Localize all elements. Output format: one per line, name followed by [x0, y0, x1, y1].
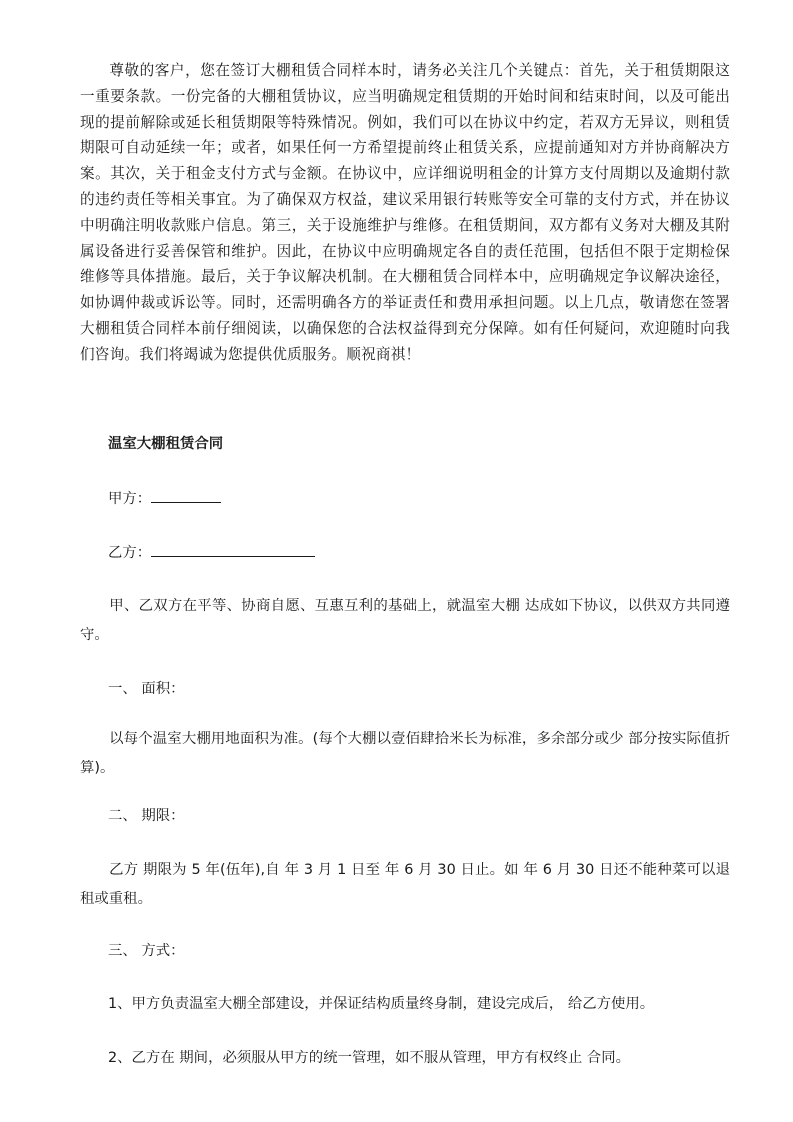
party-b-blank [151, 542, 315, 557]
section-heading-area: 一、 面积： [108, 681, 185, 697]
party-a-label: 甲方： [108, 491, 152, 507]
party-b-label: 乙方： [108, 545, 152, 561]
intro-text: 尊敬的客户，您在签订大棚租赁合同样本时，请务必关注几个关键点：首先，关于租赁期限这一重要条款。一份完备的大棚租赁协议，应当明确规定租赁期的开始时间和结束时间，以及可能出现的提前解除或延长租赁期限等特殊情况。例如，我们可以在协议中约定，若双方无异议，则租赁期限可自动延续一年；或者，如果任何一方希望提前终止租赁关系，应提前通知对方并协商解决方案。其次，关于租金支付方式与金额。在协议中，应详细说明租金的计算方支付周期以及逾期付款的违约责任等相关事宜。为了确保双方权益，建议采用银行转账等安全可靠的支付方式，并在协议中明确注明收款账户信息。第三，关于设施维护与维修。在租赁期间，双方都有义务对大棚及其附属设备进行妥善保管和维护。因此，在协议中应明确规定各自的责任范围，包括但不限于定期检保维修等具体措施。最后，关于争议解决机制。在大棚租赁合同样本中，应明确规定争议解决途径，如协调仲裁或诉讼等。同时，还需明确各方的举证责任和费用承担问题。以上几点，敬请您在签署大棚租赁合同样本前仔细阅读，以确保您的合法权益得到充分保障。如有任何疑问，欢迎随时向我们咨询。我们将竭诚为您提供优质服务。顺祝商祺！ [80, 62, 730, 363]
section-body-area [80, 725, 730, 783]
section-body-area-text: 以每个温室大棚用地面积为准。(每个大棚以壹佰肆拾米长为标准，多余部分或少 部分按实际值折算)。 [80, 731, 730, 776]
party-a-line [108, 485, 758, 514]
section-body-term-text: 乙方 期限为 5 年(伍年),自 年 3 月 1 日至 年 6 月 30 日止。如 年 6 月 30 日还不能种菜可以退租或重租。 [80, 862, 730, 907]
preamble-text: 甲、乙双方在平等、协商自愿、互惠互利的基础上，就温室大棚 达成如下协议，以供双方共同遵守。 [80, 598, 730, 643]
method-item-1: 1、甲方负责温室大棚全部建设，并保证结构质量终身制，建设完成后， 给乙方使用。 [108, 996, 655, 1012]
contract-title: 温室大棚租赁合同 [108, 436, 224, 452]
intro-paragraph [80, 58, 730, 368]
section-body-term [80, 856, 730, 914]
preamble-paragraph [80, 592, 730, 650]
section-heading-term: 二、 期限： [108, 808, 185, 824]
party-a-blank [151, 488, 221, 503]
party-b-line [108, 539, 758, 568]
section-heading-method: 三、 方式： [108, 943, 185, 959]
method-item-2: 2、乙方在 期间，必须服从甲方的统一管理，如不服从管理，甲方有权终止 合同。 [108, 1050, 630, 1066]
